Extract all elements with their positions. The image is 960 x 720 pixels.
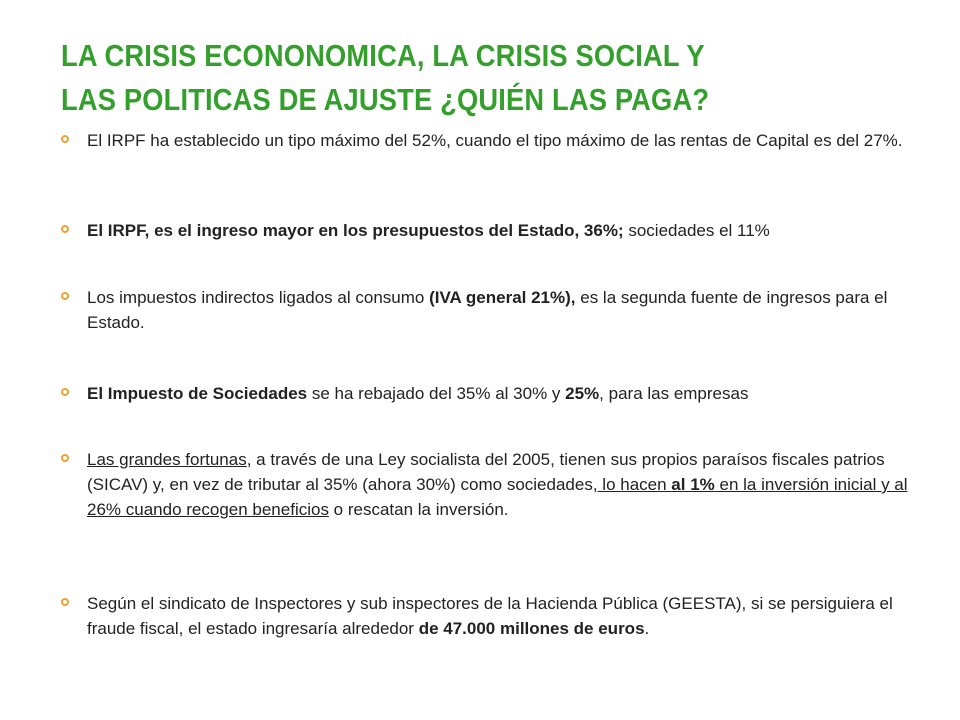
bullet-text-underline: , lo hacen <box>592 475 672 494</box>
title-line-1: LA CRISIS ECONONOMICA, LA CRISIS SOCIAL Y <box>61 38 705 73</box>
bullet-text-part: se ha rebajado del 35% al 30% y <box>307 384 566 403</box>
bullet-text-part: , a través de una Ley socialista del 2005, tienen sus propios paraísos fiscales patrios (SICAV) y, en vez de tributar al 35% (ahora 30%) como sociedades <box>87 450 885 494</box>
bullet-text-bold: de 47.000 millones de euros <box>418 619 645 638</box>
bullet-text <box>87 447 917 522</box>
bullet-text-part: El IRPF ha establecido un tipo máximo del 52%, cuando el tipo máximo de las rentas de Capital es del 27%. <box>87 131 903 150</box>
bullet-text-part: Los impuestos indirectos ligados al consumo <box>87 288 430 307</box>
bullet-text-part: sociedades el 11% <box>623 221 770 240</box>
title-line-2: LAS POLITICAS DE AJUSTE ¿QUIÉN LAS PAGA? <box>61 82 710 117</box>
bullet-text-bold: 25% <box>565 384 600 403</box>
bullet-text-underline: en la inversión inicial y al 26% cuando recogen beneficios <box>87 475 908 519</box>
bullet-text-bold: El IRPF, es el ingreso mayor en los presupuestos del Estado, 36%; <box>87 221 624 240</box>
bullet-text-part: o rescatan la inversión. <box>328 500 509 519</box>
bullet-text-part: Según el sindicato de Inspectores y sub inspectores de la Hacienda Pública (GEESTA), si se persiguiera el fraude fiscal, el estado ingresaría alrededor <box>87 594 893 638</box>
bullet-circle-icon <box>61 225 69 233</box>
bullet-circle-icon <box>61 292 69 300</box>
bullet-text <box>87 381 917 406</box>
bullet-circle-icon <box>61 598 69 606</box>
bullet-text-bold-underline: al 1% <box>671 475 715 494</box>
bullet-text-part: , para las empresas <box>599 384 749 403</box>
slide-title <box>61 34 818 122</box>
bullet-circle-icon <box>61 135 69 143</box>
bullet-text-part: . <box>644 619 650 638</box>
bullet-text-bold: El Impuesto de Sociedades <box>87 384 308 403</box>
bullet-text-bold: (IVA general 21%), <box>429 288 576 307</box>
bullet-text-underline: Las grandes fortunas <box>87 450 247 469</box>
bullet-text <box>87 591 917 641</box>
bullet-text <box>87 128 917 153</box>
bullet-circle-icon <box>61 388 69 396</box>
bullet-circle-icon <box>61 454 69 462</box>
bullet-text <box>87 285 917 335</box>
bullet-text <box>87 218 917 243</box>
bullet-text-part: es la segunda fuente de ingresos para el Estado. <box>87 288 888 332</box>
